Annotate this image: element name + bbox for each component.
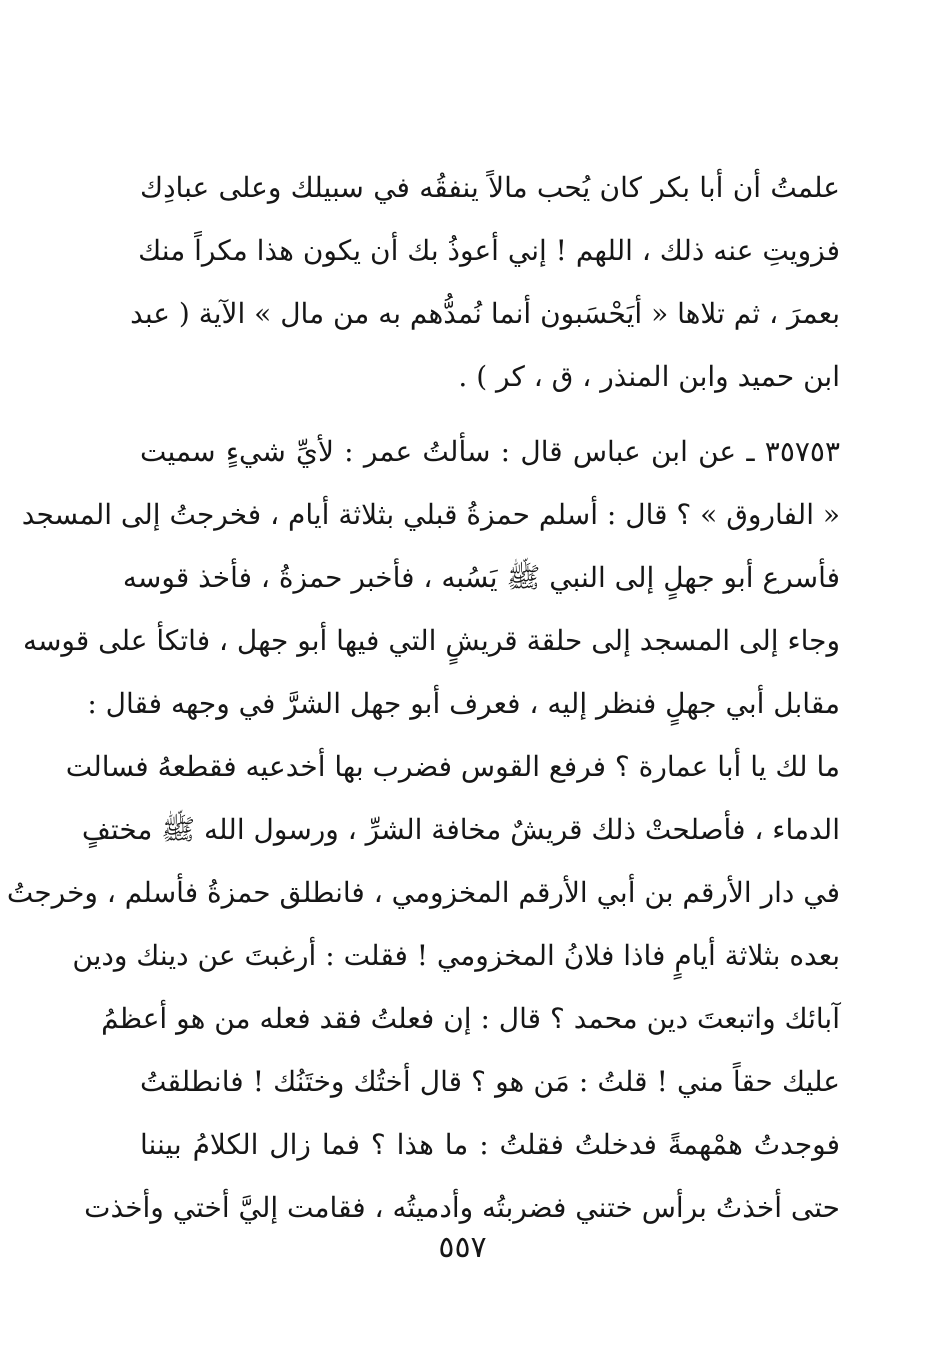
text-line: ما لك يا أبا عمارة ؟ فرفع القوس فضرب بها أخدعيه فقطعهُ فسالت <box>65 750 840 783</box>
paragraph-continued <box>130 156 840 408</box>
text-line: ٣٥٧٥٣ ـ عن ابن عباس قال : سألتُ عمر : لأيِّ شيءٍ سميت <box>140 435 840 468</box>
text-line: في دار الأرقم بن أبي الأرقم المخزومي ، فانطلق حمزةُ فأسلم ، وخرجتُ <box>6 876 840 909</box>
text-line: آبائك واتبعتَ دين محمد ؟ قال : إن فعلتُ فقد فعله من هو أعظمُ <box>101 1002 840 1035</box>
page-number: ٥٥٧ <box>438 1230 487 1265</box>
text-line: ابن حميد وابن المنذر ، ق ، كر ) . <box>458 360 840 393</box>
text-line: فأسرع أبو جهلٍ إلى النبي ﷺ يَسُبه ، فأخبر حمزةُ ، فأخذ قوسه <box>122 561 840 594</box>
text-line: « الفاروق » ؟ قال : أسلم حمزةُ قبلي بثلاثة أيام ، فخرجتُ إلى المسجد <box>21 498 840 531</box>
text-line: حتى أخذتُ برأس ختني فضربتُه وأدميتُه ، فقامت إليَّ أختي وأخذت <box>84 1191 840 1224</box>
paragraph-hadith-35753 <box>6 420 840 1239</box>
text-line: فزويتِ عنه ذلك ، اللهم ! إني أعوذُ بك أن يكون هذا مكراً منك <box>138 234 840 267</box>
text-line: عليك حقاً مني ! قلتُ : مَن هو ؟ قال أختُك وختَنُك ! فانطلقتُ <box>140 1065 840 1098</box>
text-line: مقابل أبي جهلٍ فنظر إليه ، فعرف أبو جهل الشرَّ في وجهه فقال : <box>87 687 840 720</box>
text-line: وجاء إلى المسجد إلى حلقة قريشٍ التي فيها أبو جهل ، فاتكأ على قوسه <box>22 624 840 657</box>
text-line: علمتُ أن أبا بكر كان يُحب مالاً ينفقُه في سبيلك وعلى عبادِك <box>140 171 840 204</box>
text-line: فوجدتُ همْهمةً فدخلتُ فقلتُ : ما هذا ؟ فما زال الكلامُ بيننا <box>140 1128 840 1161</box>
text-line: بعده بثلاثة أيامٍ فاذا فلانُ المخزومي ! فقلت : أرغبتَ عن دينك ودين <box>72 939 840 972</box>
text-line: بعمرَ ، ثم تلاها « أيَحْسَبون أنما نُمدُّهم به من مال » الآية ( عبد <box>130 297 840 330</box>
text-line: الدماء ، فأصلحتْ ذلك قريشٌ مخافة الشرِّ ، ورسول الله ﷺ مختفٍ <box>81 813 840 846</box>
